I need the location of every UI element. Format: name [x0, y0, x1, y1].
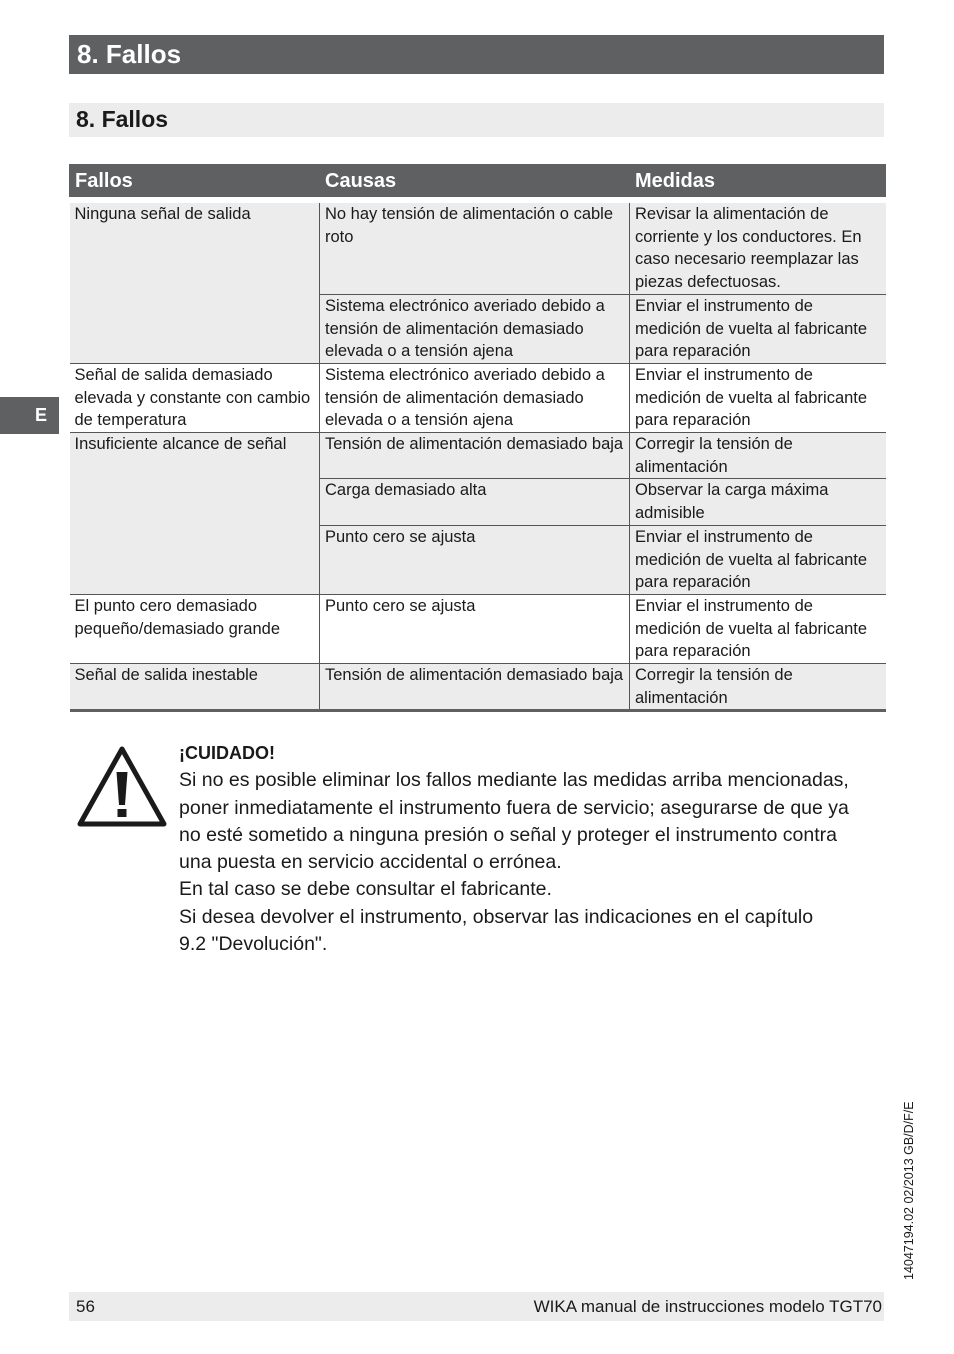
measure-cell: Corregir la tensión de alimentación: [630, 433, 886, 479]
section-title: 8. Fallos: [76, 106, 169, 132]
cause-cell: Sistema electrónico averiado debido a tensión de alimentación demasiado elevada o a tensión ajena: [320, 294, 630, 363]
cause-cell: No hay tensión de alimentación o cable roto: [320, 200, 630, 294]
warning-triangle-icon: [76, 744, 168, 828]
cause-cell: Punto cero se ajusta: [320, 525, 630, 594]
header-medidas: Medidas: [630, 164, 886, 200]
document-code: [902, 1080, 922, 1280]
faults-table: [69, 164, 886, 712]
warning-line: 9.2 "Devolución".: [179, 933, 328, 956]
chapter-header: [69, 35, 884, 74]
cause-cell: Tensión de alimentación demasiado baja: [320, 664, 630, 711]
measure-cell: Enviar el instrumento de medición de vuelta al fabricante para reparación: [630, 594, 886, 663]
fault-cell: Señal de salida inestable: [70, 664, 320, 711]
page-number: 56: [76, 1297, 95, 1316]
fault-cell: Insuficiente alcance de señal: [70, 433, 320, 595]
language-tab: E: [0, 397, 59, 434]
measure-cell: Revisar la alimentación de corriente y los conductores. En caso necesario reemplazar las piezas defectuosas.: [630, 200, 886, 294]
table-row: [70, 200, 886, 294]
cause-cell: Sistema electrónico averiado debido a tensión de alimentación demasiado elevada o a tensión ajena: [320, 363, 630, 432]
warning-text: [179, 740, 889, 958]
cause-cell: Carga demasiado alta: [320, 479, 630, 525]
warning-title: ¡CUIDADO!: [179, 743, 275, 763]
warning-line: Si desea devolver el instrumento, observar las indicaciones en el capítulo: [179, 905, 814, 928]
measure-cell: Corregir la tensión de alimentación: [630, 664, 886, 711]
fault-cell: Señal de salida demasiado elevada y constante con cambio de temperatura: [70, 363, 320, 432]
cause-cell: Punto cero se ajusta: [320, 594, 630, 663]
measure-cell: Enviar el instrumento de medición de vuelta al fabricante para reparación: [630, 363, 886, 432]
section-header: [69, 103, 884, 137]
warning-line: En tal caso se debe consultar el fabricante.: [179, 878, 552, 901]
measure-cell: Enviar el instrumento de medición de vuelta al fabricante para reparación: [630, 525, 886, 594]
table-row: [70, 664, 886, 711]
header-causas: Causas: [320, 164, 630, 200]
measure-cell: Observar la carga máxima admisible: [630, 479, 886, 525]
warning-line: poner inmediatamente el instrumento fuera de servicio; asegurarse de que ya: [179, 796, 849, 819]
table-header-row: [70, 164, 886, 200]
document-code-text: 14047194.02 02/2013 GB/D/F/E: [902, 1101, 916, 1280]
table-row: [70, 594, 886, 663]
warning-line: una puesta en servicio accidental o errónea.: [179, 851, 562, 874]
cause-cell: Tensión de alimentación demasiado baja: [320, 433, 630, 479]
table-row: [70, 363, 886, 432]
measure-cell: Enviar el instrumento de medición de vuelta al fabricante para reparación: [630, 294, 886, 363]
page-footer: [69, 1292, 884, 1321]
table-row: [70, 433, 886, 479]
manual-title: WIKA manual de instrucciones modelo TGT70: [533, 1297, 882, 1316]
fault-cell: El punto cero demasiado pequeño/demasiado grande: [70, 594, 320, 663]
warning-line: no esté sometido a ninguna presión o señal y proteger el instrumento contra: [179, 823, 837, 846]
fault-cell: Ninguna señal de salida: [70, 200, 320, 363]
header-fallos: Fallos: [70, 164, 320, 200]
chapter-title: 8. Fallos: [77, 39, 182, 69]
warning-line: Si no es posible eliminar los fallos mediante las medidas arriba mencionadas,: [179, 769, 849, 792]
